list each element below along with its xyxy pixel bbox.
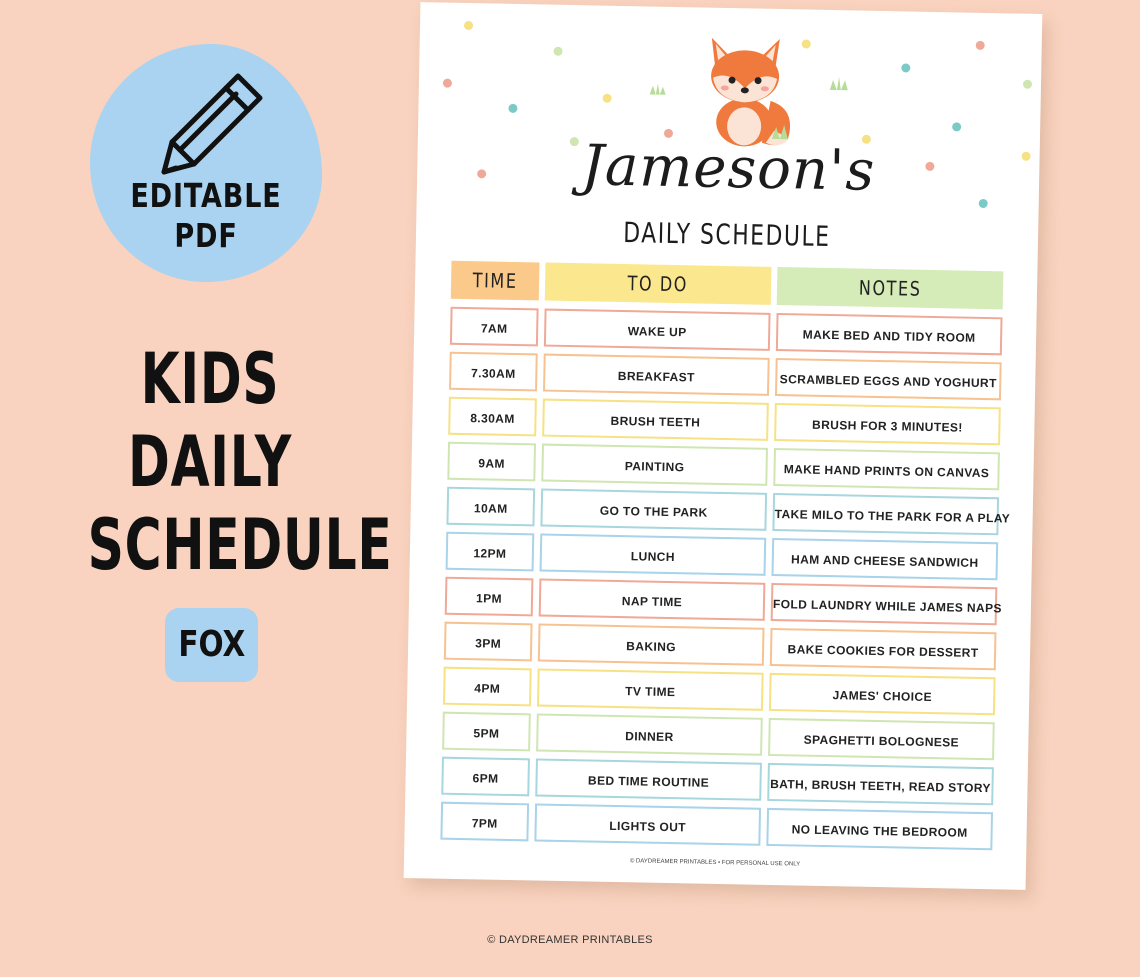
schedule-sheet bbox=[404, 2, 1043, 890]
schedule-row bbox=[413, 351, 1036, 401]
header-time-label: TIME bbox=[472, 268, 518, 294]
todo-cell[interactable]: NAP TIME bbox=[539, 579, 766, 621]
notes-cell[interactable]: BRUSH FOR 3 MINUTES! bbox=[774, 403, 1001, 445]
title-line-2: DAILY bbox=[128, 421, 292, 503]
confetti-dot bbox=[1023, 80, 1032, 89]
theme-tag bbox=[165, 608, 258, 682]
grass-icon bbox=[649, 83, 667, 95]
todo-cell[interactable]: LIGHTS OUT bbox=[534, 803, 761, 845]
confetti-dot bbox=[508, 104, 517, 113]
schedule-row bbox=[410, 486, 1033, 536]
badge-line-2: PDF bbox=[174, 216, 238, 255]
title-line-3: SCHEDULE bbox=[87, 504, 393, 586]
schedule-row bbox=[409, 576, 1032, 626]
time-cell[interactable]: 6PM bbox=[441, 757, 530, 797]
time-cell[interactable]: 8.30AM bbox=[448, 397, 537, 437]
notes-cell[interactable]: MAKE HAND PRINTS ON CANVAS bbox=[773, 448, 1000, 490]
product-title bbox=[40, 338, 393, 587]
schedule-row bbox=[406, 711, 1029, 761]
time-cell[interactable]: 9AM bbox=[447, 442, 536, 482]
confetti-dot bbox=[976, 41, 985, 50]
notes-cell[interactable]: FOLD LAUNDRY WHILE JAMES NAPS bbox=[771, 583, 998, 625]
todo-cell[interactable]: WAKE UP bbox=[544, 309, 771, 351]
todo-cell[interactable]: BRUSH TEETH bbox=[542, 399, 769, 441]
time-cell[interactable]: 7AM bbox=[450, 307, 539, 347]
confetti-dot bbox=[901, 63, 910, 72]
notes-cell[interactable]: TAKE MILO TO THE PARK FOR A PLAY bbox=[772, 493, 999, 535]
time-cell[interactable]: 1PM bbox=[445, 577, 534, 617]
confetti-dot bbox=[443, 79, 452, 88]
time-cell[interactable]: 4PM bbox=[443, 667, 532, 707]
notes-cell[interactable]: HAM AND CHEESE SANDWICH bbox=[772, 538, 999, 580]
notes-cell[interactable]: BAKE COOKIES FOR DESSERT bbox=[770, 628, 997, 670]
todo-cell[interactable]: PAINTING bbox=[541, 444, 768, 486]
header-todo-label: TO DO bbox=[627, 271, 689, 297]
notes-cell[interactable]: NO LEAVING THE BEDROOM bbox=[766, 808, 993, 850]
schedule-subtitle-text: DAILY SCHEDULE bbox=[623, 216, 832, 254]
schedule-subtitle bbox=[416, 212, 1039, 257]
badge-line-1: EDITABLE bbox=[130, 176, 282, 215]
header-notes bbox=[777, 267, 1004, 309]
title-line-1: KIDS bbox=[140, 338, 280, 420]
todo-cell[interactable]: DINNER bbox=[536, 713, 763, 755]
notes-cell[interactable]: BATH, BRUSH TEETH, READ STORY bbox=[767, 763, 994, 805]
todo-cell[interactable]: GO TO THE PARK bbox=[540, 489, 767, 531]
sheet-credit: © DAYDREAMER PRINTABLES • FOR PERSONAL USE ONLY bbox=[629, 858, 801, 868]
badge-text bbox=[111, 176, 301, 256]
theme-tag-label: FOX bbox=[178, 624, 245, 665]
time-cell[interactable]: 3PM bbox=[444, 622, 533, 662]
todo-cell[interactable]: LUNCH bbox=[540, 534, 767, 576]
confetti-dot bbox=[802, 39, 811, 48]
child-name-title: Jameson's bbox=[580, 133, 876, 204]
header-time bbox=[451, 261, 540, 301]
time-cell[interactable]: 7PM bbox=[440, 802, 529, 842]
time-cell[interactable]: 5PM bbox=[442, 712, 531, 752]
todo-cell[interactable]: TV TIME bbox=[537, 668, 764, 710]
schedule-row bbox=[408, 621, 1031, 671]
time-cell[interactable]: 10AM bbox=[446, 487, 535, 527]
todo-cell[interactable]: BED TIME ROUTINE bbox=[535, 758, 762, 800]
schedule-row bbox=[414, 306, 1037, 356]
fox-icon bbox=[700, 30, 800, 150]
schedule-row bbox=[407, 666, 1030, 716]
schedule-row bbox=[410, 531, 1033, 581]
schedule-row bbox=[412, 396, 1035, 446]
footer-copyright: © DAYDREAMER PRINTABLES bbox=[487, 934, 653, 946]
schedule-row bbox=[405, 756, 1028, 806]
time-cell[interactable]: 12PM bbox=[446, 532, 535, 572]
confetti-dot bbox=[553, 47, 562, 56]
notes-cell[interactable]: MAKE BED AND TIDY ROOM bbox=[776, 313, 1003, 355]
todo-cell[interactable]: BAKING bbox=[538, 623, 765, 665]
notes-cell[interactable]: SPAGHETTI BOLOGNESE bbox=[768, 718, 995, 760]
confetti-dot bbox=[603, 94, 612, 103]
header-notes-label: NOTES bbox=[858, 275, 922, 301]
time-cell[interactable]: 7.30AM bbox=[449, 352, 538, 392]
notes-cell[interactable]: JAMES' CHOICE bbox=[769, 673, 996, 715]
pencil-icon bbox=[154, 64, 272, 182]
todo-cell[interactable]: BREAKFAST bbox=[543, 354, 770, 396]
grass-icon bbox=[829, 76, 849, 90]
schedule-row bbox=[404, 801, 1027, 851]
notes-cell[interactable]: SCRAMBLED EGGS AND YOGHURT bbox=[775, 358, 1002, 400]
confetti-dot bbox=[952, 122, 961, 131]
header-todo bbox=[545, 263, 772, 305]
confetti-dot bbox=[464, 21, 473, 30]
schedule-row bbox=[411, 441, 1034, 491]
